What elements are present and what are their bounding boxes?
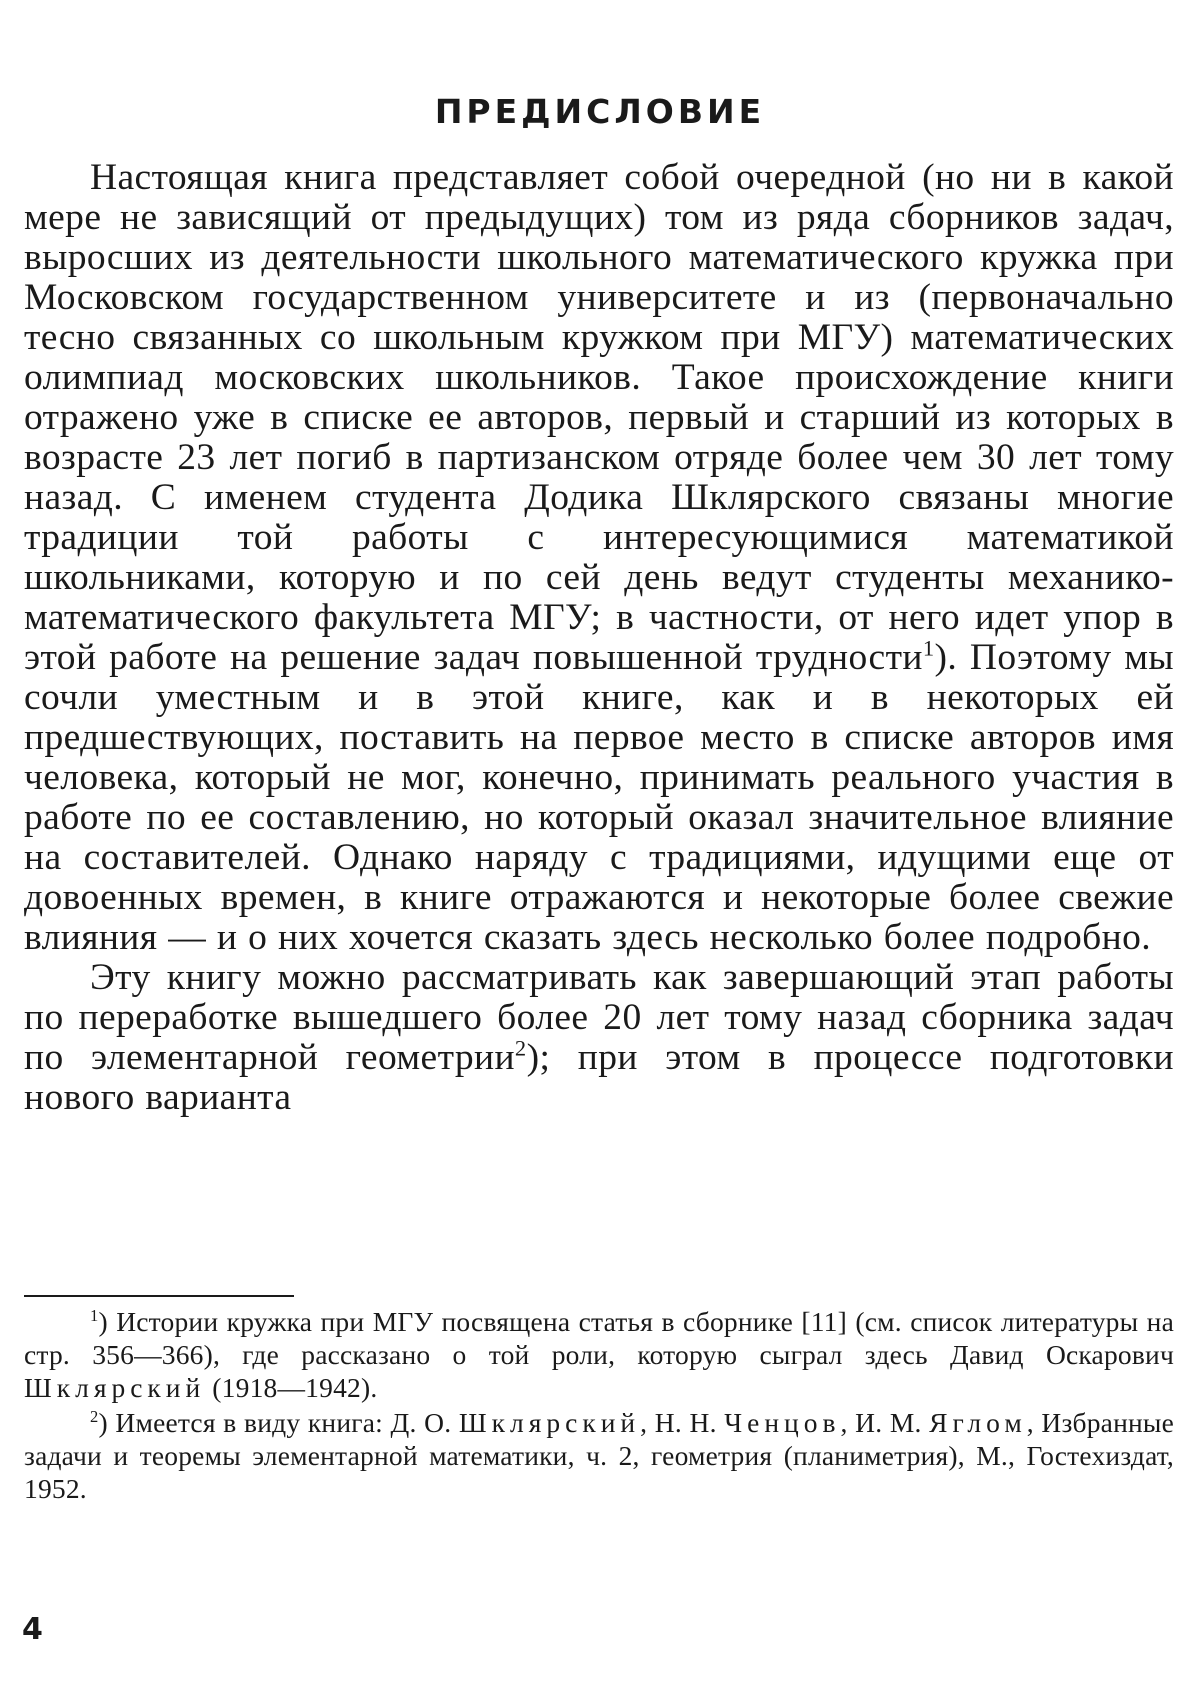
footnote-2-author-1: Шклярский: [458, 1407, 641, 1438]
footnote-2-text-b: , Н. Н.: [640, 1407, 725, 1438]
page-number: 4: [22, 1612, 43, 1647]
page-title: ПРЕДИСЛОВИЕ: [434, 92, 766, 131]
footnote-2-text-a: Имеется в виду книга: Д. О.: [115, 1407, 459, 1438]
footnote-2-text-c: , И. М.: [840, 1407, 930, 1438]
paragraph-2-text-a: Эту книгу можно рассматривать как завершающий этап работы по переработке вышедшего более 20 лет тому назад сборника задач по элементарной геометрии: [24, 957, 1174, 1078]
footnote-1-author: Шклярский: [24, 1372, 206, 1403]
paragraph-1-text-a: Настоящая книга представляет собой очередной (но ни в какой мере не зависящий от предыдущих) том из ряда сборников задач, выросших из деятельности школьного математического кружка при Московском государственном университете и из (первоначально тесно связанных со школьным кружком при МГУ) математических олимпиад московских школьников. Такое происхождение книги отражено уже в списке ее авторов, первый и старший из которых в возрасте 23 лет погиб в партизанском отряде более чем 30 лет тому назад. С именем студента Додика Шклярского связаны многие традиции той работы с интересующимися математикой школьниками, которую и по сей день ведут студенты механико-математического факультета МГУ; в частности, от него идет упор в этой работе на решение задач повышенной трудности: [24, 157, 1174, 678]
footnote-ref-2: 2: [514, 1035, 527, 1061]
paragraph-2-text-b: ; при этом в процессе подготовки нового варианта: [24, 1037, 1174, 1118]
footnotes: [24, 1305, 1174, 1505]
footnote-2-marker: 2: [90, 1406, 99, 1426]
main-text: [24, 158, 1174, 1118]
footnote-1-text-a: Истории кружка при МГУ посвящена статья в сборнике [11] (см. список литературы на стр. 356—366), где рассказано о той роли, которую сыграл здесь Давид Оскарович: [24, 1306, 1174, 1370]
footnote-2-text-d: , Избранные задачи и теоремы элементарной математики, ч. 2, геометрия (планиметрия), М., Гостехиздат, 1952.: [24, 1407, 1174, 1504]
footnote-1-text-b: (1918—1942).: [205, 1372, 378, 1403]
footnote-divider: [24, 1295, 294, 1297]
footnote-2: $^2$) Имеется в виду книга: Д. О. Шклярский, Н. Н. Ченцов, И. М. Яглом, Избранные задачи и теоремы элементарной математики, ч. 2, геометрия (планиметрия), М., Гостехиздат, 1952.: [24, 1406, 1174, 1504]
footnote-ref-1: 1: [922, 635, 935, 661]
footnote-2-author-3: Яглом: [929, 1407, 1027, 1438]
paragraph-1: Настоящая книга представляет собой очередной (но ни в какой мере не зависящий от предыдущих) том из ряда сборников задач, выросших из деятельности школьного математического кружка при Московском государственном университете и из (первоначально тесно связанных со школьным кружком при МГУ) математических олимпиад московских школьников. Такое происхождение книги отражено уже в списке ее авторов, первый и старший из которых в возрасте 23 лет погиб в партизанском отряде более чем 30 лет тому назад. С именем студента Додика Шклярского связаны многие традиции той работы с интересующимися математикой школьниками, которую и по сей день ведут студенты механико-математического факультета МГУ; в частности, от него идет упор в этой работе на решение задач повышенной трудности$^1$). Поэтому мы сочли уместным и в этой книге, как и в некоторых ей предшествующих, поставить на первое место в списке авторов имя человека, который не мог, конечно, принимать реального участия в работе по ее составлению, но который оказал значительное влияние на составителей. Однако наряду с традициями, идущими еще от довоенных времен, в книге отражаются и некоторые более свежие влияния — и о них хочется сказать здесь несколько более подробно.: [24, 157, 1174, 958]
paragraph-1-text-b: . Поэтому мы сочли уместным и в этой книге, как и в некоторых ей предшествующих, поставить на первое место в списке авторов имя человека, который не мог, конечно, принимать реального участия в работе по ее составлению, но который оказал значительное влияние на составителей. Однако наряду с традициями, идущими еще от довоенных времен, в книге отражаются и некоторые более свежие влияния — и о них хочется сказать здесь несколько более подробно.: [24, 637, 1174, 958]
footnote-1-marker: 1: [90, 1305, 99, 1325]
paragraph-2: Эту книгу можно рассматривать как завершающий этап работы по переработке вышедшего более 20 лет тому назад сборника задач по элементарной геометрии$^2$); при этом в процессе подготовки нового варианта: [24, 957, 1174, 1118]
footnote-2-author-2: Ченцов: [724, 1407, 841, 1438]
footnote-1: $^1$) Истории кружка при МГУ посвящена статья в сборнике [11] (см. список литературы на стр. 356—366), где рассказано о той роли, которую сыграл здесь Давид Оскарович Шклярский (1918—1942).: [24, 1305, 1174, 1403]
